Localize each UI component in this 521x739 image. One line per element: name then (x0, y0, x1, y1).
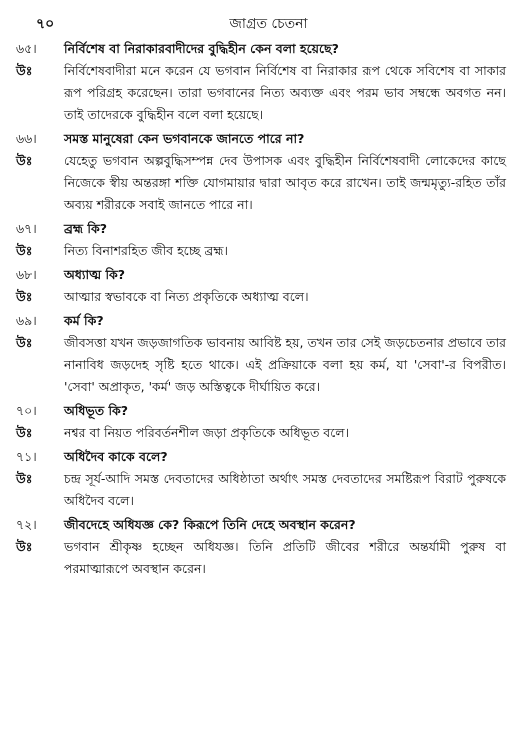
qa-item (16, 514, 506, 580)
question-number: ৬৮। (16, 267, 37, 282)
answer-text: চন্দ্র সূর্য-আদি সমস্ত দেবতাদের অধিষ্ঠাতা অর্থাৎ সমস্ত দেবতাদের সমষ্টিরূপ বিরাট পুরুষকে অধিদৈব বলে। (64, 471, 506, 508)
answer-label: উঃ (16, 425, 33, 440)
answer-text: যেহেতু ভগবান অল্পবুদ্ধিসম্পন্ন দেব উপাসক এবং বুদ্ধিহীন নির্বিশেষবাদী লোকেদের কাছে নিজেকে স্বীয় অন্তরঙ্গা শক্তি যোগমায়ার দ্বারা আবৃত করে রাখেন। তাই জন্মমৃত্যু-রহিত তাঁর অব্যয় শরীরকে সবাই জানতে পারে না। (64, 153, 506, 212)
question-row (16, 264, 506, 286)
qa-item (16, 38, 506, 126)
answer-text: নশ্বর বা নিয়ত পরিবর্তনশীল জড়া প্রকৃতিকে অধিভূত বলে। (64, 425, 350, 440)
qa-item (16, 128, 506, 216)
question-row (16, 446, 506, 468)
answer-row (16, 332, 506, 398)
question-row (16, 400, 506, 422)
question-text: ব্রহ্ম কি? (64, 221, 107, 236)
question-row (16, 218, 506, 240)
running-title: জাগ্রত চেতনা (229, 16, 308, 32)
answer-row (16, 468, 506, 512)
question-row (16, 514, 506, 536)
answer-row (16, 240, 506, 262)
question-text: অধিদৈব কাকে বলে? (64, 449, 168, 464)
question-text: জীবদেহে অধিযজ্ঞ কে? কিরূপে তিনি দেহে অবস্থান করেন? (64, 517, 356, 532)
answer-text: নির্বিশেষবাদীরা মনে করেন যে ভগবান নির্বিশেষ বা নিরাকার রূপ থেকে সবিশেষ বা সাকার রূপ পরিগ্রহ করেছেন। তারা ভগবানের নিত্য অব্যক্ত এবং পরম ভাব সম্বন্ধে অবগত নন। তাই তাদেরকে বুদ্ধিহীন বলে বলা হয়েছে। (64, 63, 506, 122)
answer-text: আত্মার স্বভাবকে বা নিত্য প্রকৃতিকে অধ্যাত্ম বলে। (64, 289, 309, 304)
qa-item (16, 218, 506, 262)
qa-item (16, 310, 506, 398)
answer-text: জীবসত্তা যখন জড়জাগতিক ভাবনায় আবিষ্ট হয়, তখন তার সেই জড়চেতনার প্রভাবে তার নানাবিধ জড়দেহ সৃষ্টি হতে থাকে। এই প্রক্রিয়াকে বলা হয় কর্ম, যা 'সেবা'-র বিপরীত। 'সেবা' অপ্রাকৃত, 'কর্ম' জড় অস্তিত্বকে দীর্ঘায়িত করে। (64, 335, 506, 394)
answer-text: নিত্য বিনাশরহিত জীব হচ্ছে ব্রহ্ম। (64, 243, 229, 258)
answer-row (16, 150, 506, 216)
answer-label: উঃ (16, 63, 33, 78)
question-number: ৬৫। (16, 41, 37, 56)
qa-list (16, 38, 506, 580)
question-text: অধ্যাত্ম কি? (64, 267, 126, 282)
answer-text: ভগবান শ্রীকৃষ্ণ হচ্ছেন অধিযজ্ঞ। তিনি প্রতিটি জীবের শরীরে অন্তর্যামী পুরুষ বা পরমাত্মারূপে অবস্থান করেন। (64, 539, 506, 576)
question-row (16, 128, 506, 150)
answer-row (16, 536, 506, 580)
answer-row (16, 60, 506, 126)
answer-label: উঃ (16, 335, 33, 350)
answer-row (16, 422, 506, 444)
question-text: অধিভূত কি? (64, 403, 129, 418)
answer-label: উঃ (16, 153, 33, 168)
question-text: সমস্ত মানুষেরা কেন ভগবানকে জানতে পারে না? (64, 131, 305, 146)
question-row (16, 38, 506, 60)
answer-label: উঃ (16, 471, 33, 486)
question-number: ৬৭। (16, 221, 37, 236)
qa-item (16, 264, 506, 308)
qa-item (16, 400, 506, 444)
question-number: ৬৬। (16, 131, 37, 146)
qa-item (16, 446, 506, 512)
question-number: ৭০। (16, 403, 37, 418)
question-text: কর্ম কি? (64, 313, 104, 328)
page-header (36, 10, 501, 34)
question-text: নির্বিশেষ বা নিরাকারবাদীদের বুদ্ধিহীন কেন বলা হয়েছে? (64, 41, 339, 56)
answer-label: উঃ (16, 243, 33, 258)
question-row (16, 310, 506, 332)
answer-label: উঃ (16, 539, 33, 554)
question-number: ৭১। (16, 449, 37, 464)
answer-row (16, 286, 506, 308)
page-number: ৭০ (36, 16, 55, 32)
answer-label: উঃ (16, 289, 33, 304)
question-number: ৬৯। (16, 313, 37, 328)
question-number: ৭২। (16, 517, 37, 532)
